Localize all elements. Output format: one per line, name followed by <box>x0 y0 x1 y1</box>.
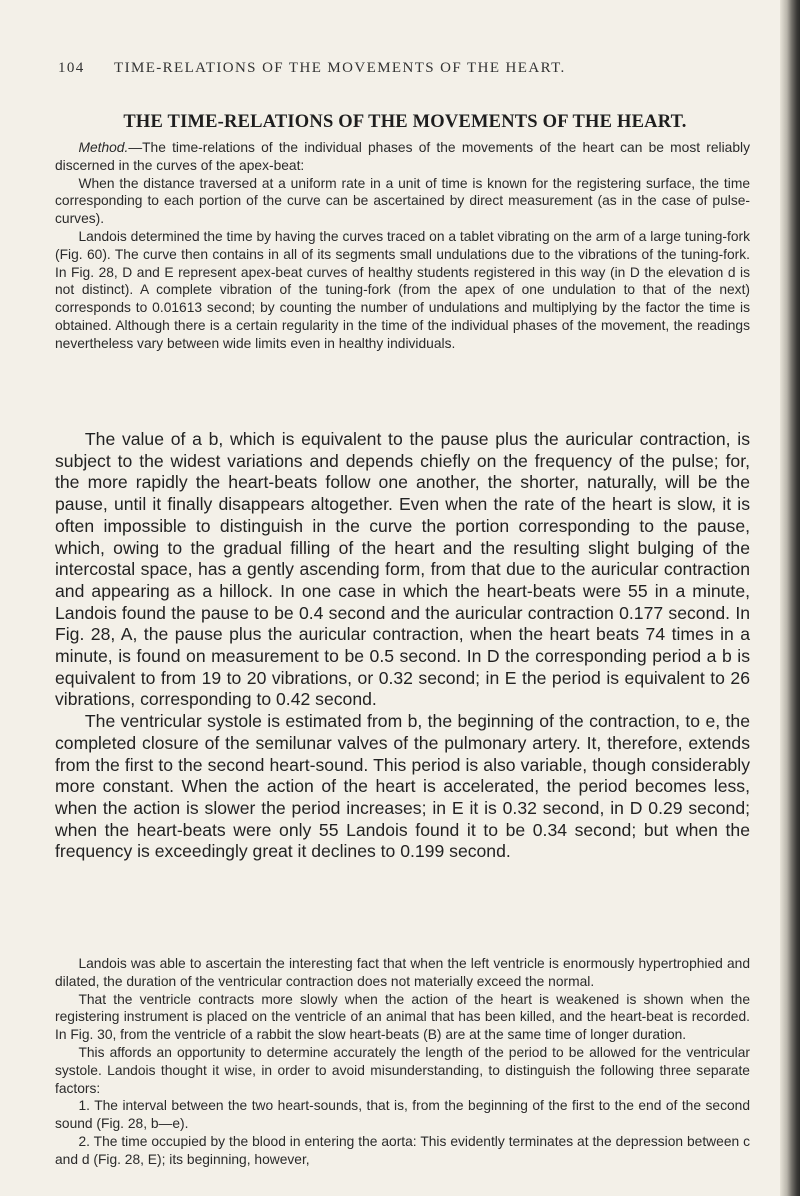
paragraph: Landois determined the time by having the curves traced on a tablet vibrating on the arm of a large tuning-fork (Fig. 60). The curve then contains in all of its segments small undulations due to the vibrations of the tuning-fork. In Fig. 28, D and E represent apex-beat curves of healthy students registered in this way (in D the elevation d is not distinct). A complete vibration of the tuning-fork (from the apex of one undulation to that of the next) corresponds to 0.01613 second; by counting the number of undulations and multiplying by the factor the time is obtained. Although there is a certain regularity in the time of the individual phases of the movement, the readings nevertheless vary between wide limits even in healthy individuals. <box>55 228 750 351</box>
paragraph: Landois was able to ascertain the interesting fact that when the left ventricle is enormously hypertrophied and dilated, the duration of the ventricular contraction does not materially exceed the normal. <box>55 956 750 989</box>
page-number: 104 <box>58 60 85 76</box>
paragraph: When the distance traversed at a uniform rate in a unit of time is known for the registering surface, the time corresponding to each portion of the curve can be ascertained by direct measurement (as in the case of pulse-curves). <box>55 175 750 227</box>
paragraph: The ventricular systole is estimated from b, the beginning of the contraction, to e, the completed closure of the semilunar valves of the pulmonary artery. It, therefore, extends from the first to the second heart-sound. This period is also variable, though considerably more constant. When the action of the heart is accelerated, the period becomes less, when the action is slower the period increases; in E it is 0.32 second, in D 0.29 second; when the heart-beats were only 55 Landois found it to be 0.34 second; but when the frequency is exceedingly great it declines to 0.199 second. <box>55 711 750 862</box>
running-head-title: TIME-RELATIONS OF THE MOVEMENTS OF THE HEART. <box>114 60 566 76</box>
paragraph: That the ventricle contracts more slowly when the action of the heart is weakened is shown when the registering instrument is placed on the ventricle of an animal that has been killed, and the heart-beat is recorded. In Fig. 30, from the ventricle of a rabbit the slow heart-beats (B) are at the same time of longer duration. <box>55 991 750 1043</box>
method-label: Method. <box>78 140 129 155</box>
page-edge-shadow <box>780 0 800 1196</box>
method-paragraph <box>55 139 750 175</box>
method-text: —The time-relations of the individual phases of the movements of the heart can be most reliably discerned in the curves of the apex-beat: <box>55 140 750 173</box>
running-head <box>58 60 758 77</box>
small-print-block-1 <box>55 139 750 353</box>
list-item: 1. The interval between the two heart-sounds, that is, from the beginning of the first to the end of the second sound (Fig. 28, b—e). <box>55 1098 750 1132</box>
section-heading: THE TIME-RELATIONS OF THE MOVEMENTS OF THE HEART. <box>123 112 687 132</box>
small-print-block-2 <box>55 955 750 1169</box>
main-text-block <box>55 429 750 863</box>
list-item: 2. The time occupied by the blood in entering the aorta: This evidently terminates at the depression between c and d (Fig. 28, E); its beginning, however, <box>55 1133 750 1167</box>
paragraph: The value of a b, which is equivalent to the pause plus the auricular contraction, is subject to the widest variations and depends chiefly on the frequency of the pulse; for, the more rapidly the heart-beats follow one another, the shorter, naturally, will be the pause, until it finally disappears altogether. Even when the rate of the heart is slow, it is often impossible to distinguish in the curve the portion corresponding to the pause, which, owing to the gradual filling of the heart and the resulting slight bulging of the intercostal space, has a gently ascending form, from that due to the auricular contraction and appearing as a hillock. In one case in which the heart-beats were 55 in a minute, Landois found the pause to be 0.4 second and the auricular contraction 0.177 second. In Fig. 28, A, the pause plus the auricular contraction, when the heart beats 74 times in a minute, is found on measurement to be 0.5 second. In D the corresponding period a b is equivalent to from 19 to 20 vibrations, or 0.32 second; in E the period is equivalent to 26 vibrations, corresponding to 0.42 second. <box>55 429 750 710</box>
paragraph: This affords an opportunity to determine accurately the length of the period to be allowed for the ventricular systole. Landois thought it wise, in order to avoid misunderstanding, to distinguish the following three separate factors: <box>55 1044 750 1096</box>
